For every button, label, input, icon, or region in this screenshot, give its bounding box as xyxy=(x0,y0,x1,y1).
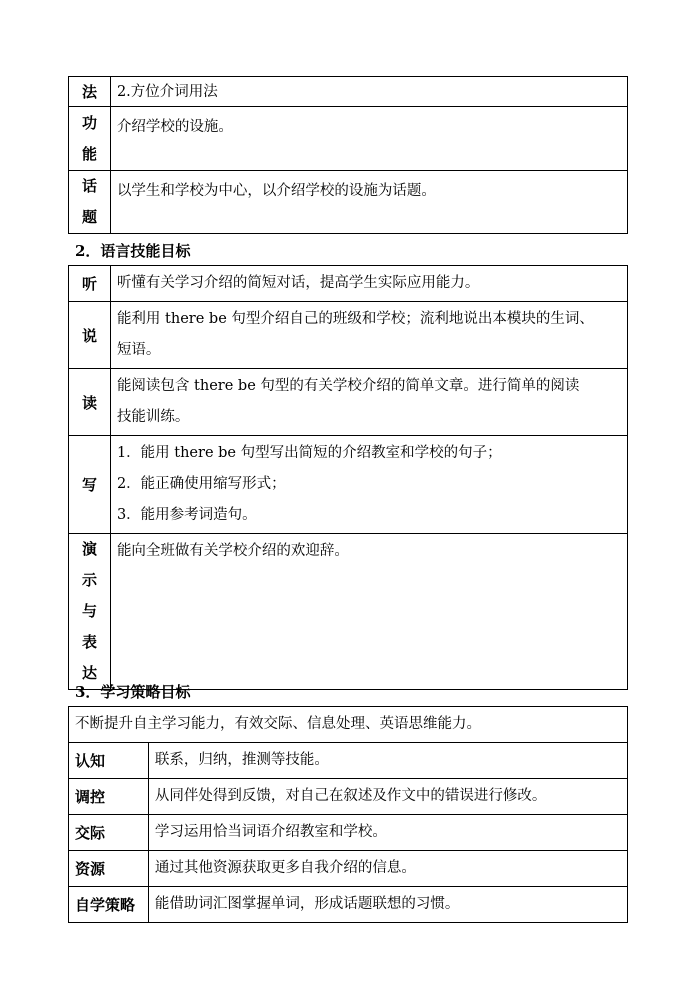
table-row xyxy=(69,534,628,690)
skills-table xyxy=(68,265,628,690)
table-row xyxy=(69,436,628,534)
row-head: 法 xyxy=(69,77,111,107)
row-text: 能向全班做有关学校介绍的欢迎辞。 xyxy=(110,534,627,690)
row-head: 演 示 与 表 达 xyxy=(69,534,111,690)
row-head: 说 xyxy=(69,302,111,369)
row-head: 读 xyxy=(69,369,111,436)
table-row xyxy=(69,743,628,779)
row-text: 1．能用 there be 句型写出简短的介绍教室和学校的句子； 2．能正确使用缩写形式； 3．能用参考词造句。 xyxy=(110,436,627,534)
row-head: 话 题 xyxy=(69,171,111,234)
row-head: 交际 xyxy=(69,815,149,851)
row-text: 介绍学校的设施。 xyxy=(110,107,627,171)
row-text: 以学生和学校为中心，以介绍学校的设施为话题。 xyxy=(110,171,627,234)
row-text: 学习运用恰当词语介绍教室和学校。 xyxy=(148,815,627,851)
table-row xyxy=(69,851,628,887)
row-text: 能阅读包含 there be 句型的有关学校介绍的简单文章。进行简单的阅读 技能训练。 xyxy=(110,369,627,436)
table-row xyxy=(69,779,628,815)
content-table xyxy=(68,76,628,234)
row-text: 联系，归纳，推测等技能。 xyxy=(148,743,627,779)
section-title-strategies: 3．学习策略目标 xyxy=(75,683,191,701)
row-text: 通过其他资源获取更多自我介绍的信息。 xyxy=(148,851,627,887)
row-head: 调控 xyxy=(69,779,149,815)
table-row xyxy=(69,302,628,369)
table-row xyxy=(69,887,628,923)
row-text: 能利用 there be 句型介绍自己的班级和学校；流利地说出本模块的生词、 短语。 xyxy=(110,302,627,369)
table-row xyxy=(69,266,628,302)
row-head: 写 xyxy=(69,436,111,534)
table-row xyxy=(69,171,628,234)
section-title-skills: 2．语言技能目标 xyxy=(75,242,191,260)
row-text: 2.方位介词用法 xyxy=(110,77,627,107)
table-row xyxy=(69,369,628,436)
table-row xyxy=(69,107,628,171)
row-head: 认知 xyxy=(69,743,149,779)
table-row xyxy=(69,77,628,107)
table-row xyxy=(69,707,628,743)
intro-text: 不断提升自主学习能力，有效交际、信息处理、英语思维能力。 xyxy=(69,707,628,743)
row-text: 从同伴处得到反馈，对自己在叙述及作文中的错误进行修改。 xyxy=(148,779,627,815)
row-head: 功 能 xyxy=(69,107,111,171)
row-head: 资源 xyxy=(69,851,149,887)
strategies-table xyxy=(68,706,628,923)
row-text: 听懂有关学习介绍的简短对话，提高学生实际应用能力。 xyxy=(110,266,627,302)
row-head: 自学策略 xyxy=(69,887,149,923)
row-head: 听 xyxy=(69,266,111,302)
table-row xyxy=(69,815,628,851)
row-text: 能借助词汇图掌握单词，形成话题联想的习惯。 xyxy=(148,887,627,923)
